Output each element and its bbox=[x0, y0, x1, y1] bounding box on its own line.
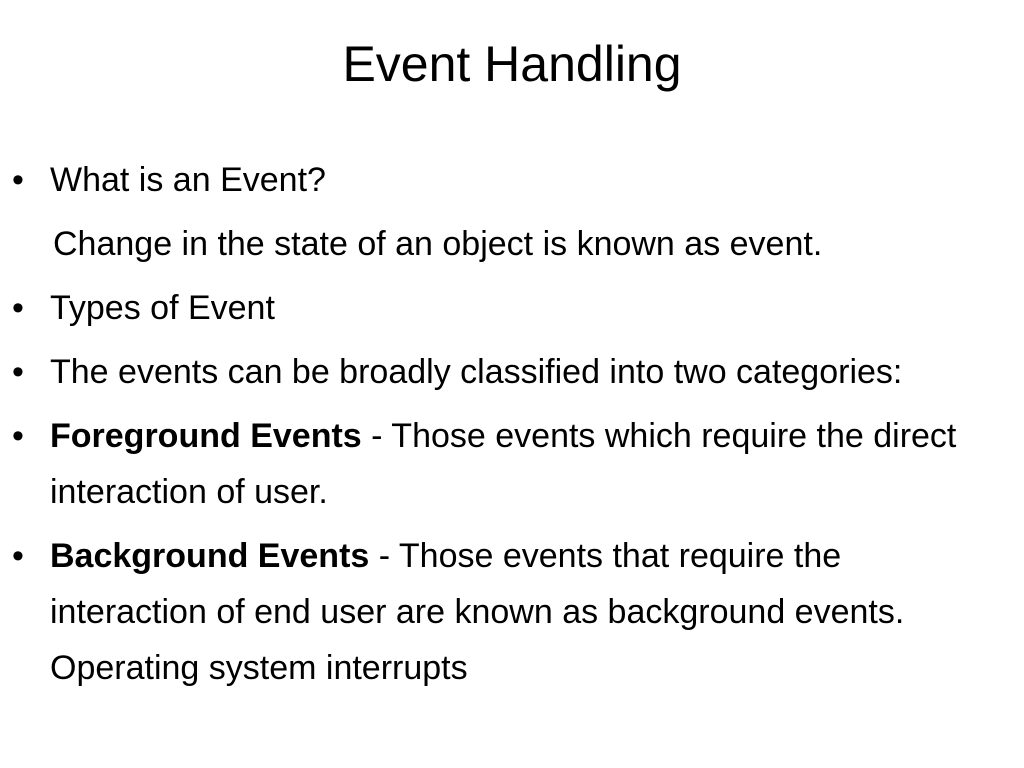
bullet-text: Types of Event bbox=[50, 289, 275, 327]
bullet-item-what-is-event bbox=[12, 152, 1002, 208]
definition-line: Change in the state of an object is known as event. bbox=[53, 225, 823, 263]
bullet-text: - Those events which require the direct interaction of user. bbox=[50, 417, 957, 511]
bullet-icon: • bbox=[12, 289, 24, 327]
bullet-item-types-of-event bbox=[12, 280, 1002, 336]
term-background-events: Background Events bbox=[50, 537, 370, 575]
term-foreground-events: Foreground Events bbox=[50, 417, 362, 455]
bullet-text: What is an Event? bbox=[50, 161, 326, 199]
bullet-icon: • bbox=[12, 537, 24, 575]
slide-title: Event Handling bbox=[342, 36, 682, 92]
bullet-icon: • bbox=[12, 161, 24, 199]
bullet-text: The events can be broadly classified into two categories: bbox=[50, 353, 903, 391]
bullet-text: - Those events that require the interaction of end user are known as background events. Operating system interrupts bbox=[50, 537, 905, 687]
bullet-icon: • bbox=[12, 353, 24, 391]
bullet-item-classification bbox=[12, 344, 1002, 400]
slide-body bbox=[12, 152, 1002, 704]
bullet-item-foreground-events bbox=[12, 408, 1002, 520]
bullet-icon: • bbox=[12, 417, 24, 455]
definition-text bbox=[12, 216, 1002, 272]
bullet-item-background-events bbox=[12, 528, 1002, 696]
